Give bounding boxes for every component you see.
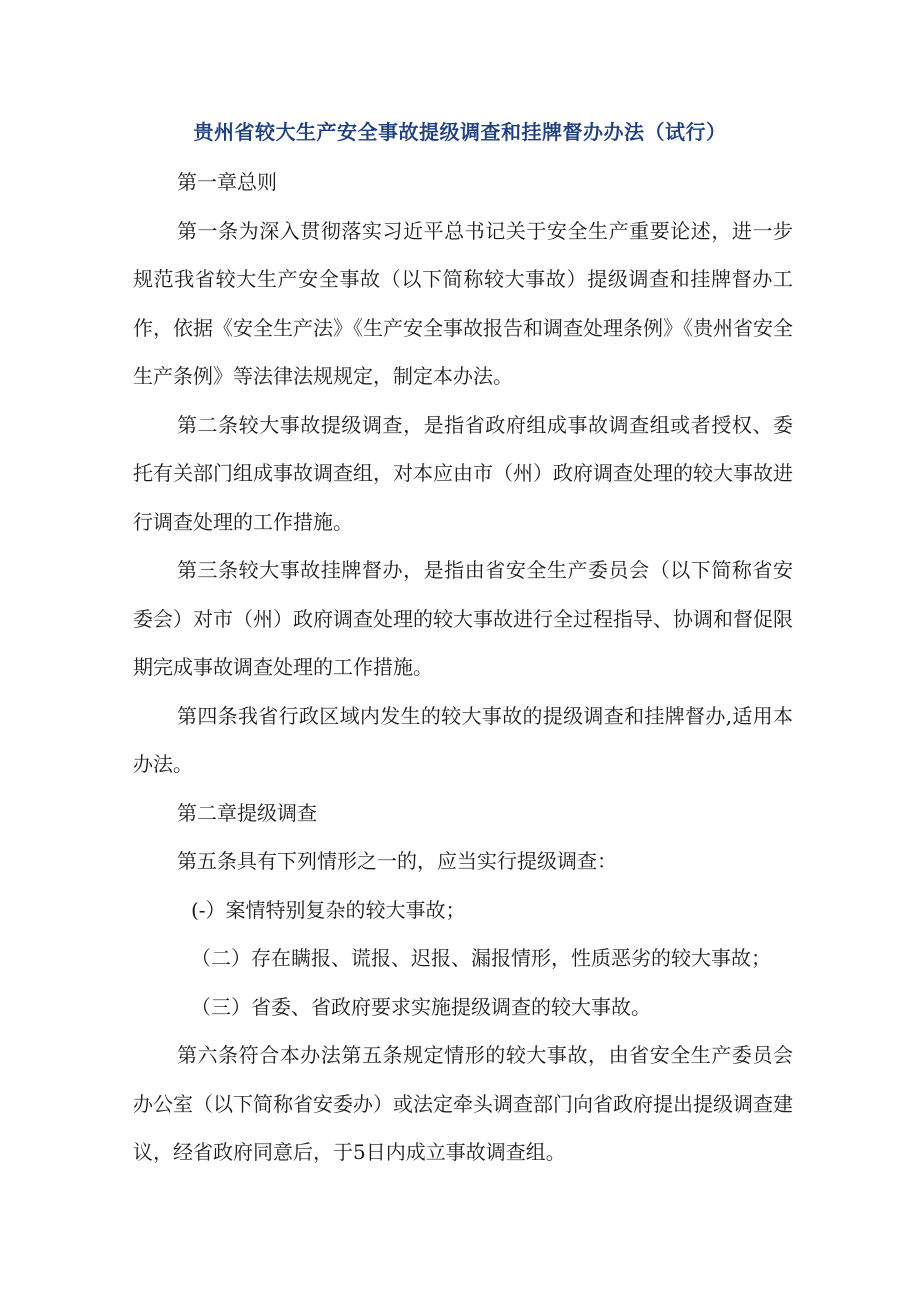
list-item: (-）案情特别复杂的较大事故；: [191, 897, 466, 922]
chapter-heading: 第一章总则: [177, 170, 277, 194]
document-body: [133, 158, 793, 1177]
article-paragraph: 第四条我省行政区域内发生的较大事故的提级调查和挂牌督办,适用本办法。: [133, 703, 793, 776]
list-item: （二）存在瞒报、谎报、迟报、漏报情形，性质恶劣的较大事故；: [191, 946, 771, 970]
article-paragraph: 第二条较大事故提级调查，是指省政府组成事故调查组或者授权、委托有关部门组成事故调查组，对本应由市（州）政府调查处理的较大事故进行调查处理的工作措施。: [133, 412, 793, 534]
article-paragraph: 第三条较大事故挂牌督办，是指由省安全生产委员会（以下简称省安委会）对市（州）政府调查处理的较大事故进行全过程指导、协调和督促限期完成事故调查处理的工作措施。: [133, 558, 793, 679]
list-item: （三）省委、省政府要求实施提级调查的较大事故。: [191, 994, 651, 1019]
article-paragraph: 第一条为深入贯彻落实习近平总书记关于安全生产重要论述，进一步规范我省较大生产安全事故（以下简称较大事故）提级调查和挂牌督办工作，依据《安全生产法》《生产安全事故报告和调查处理条例》《贵州省安全生产条例》等法律法规规定，制定本办法。: [133, 218, 793, 388]
chapter-heading: 第二章提级调查: [177, 800, 317, 825]
article-paragraph: 第五条具有下列情形之一的，应当实行提级调查：: [177, 849, 617, 873]
document-title: 贵州省较大生产安全事故提级调查和挂牌督办办法（试行）: [193, 120, 727, 144]
article-paragraph: 第六条符合本办法第五条规定情形的较大事故，由省安全生产委员会办公室（以下简称省安委办）或法定牵头调查部门向省政府提出提级调查建议，经省政府同意后，于5日内成立事故调查组。: [133, 1043, 793, 1164]
